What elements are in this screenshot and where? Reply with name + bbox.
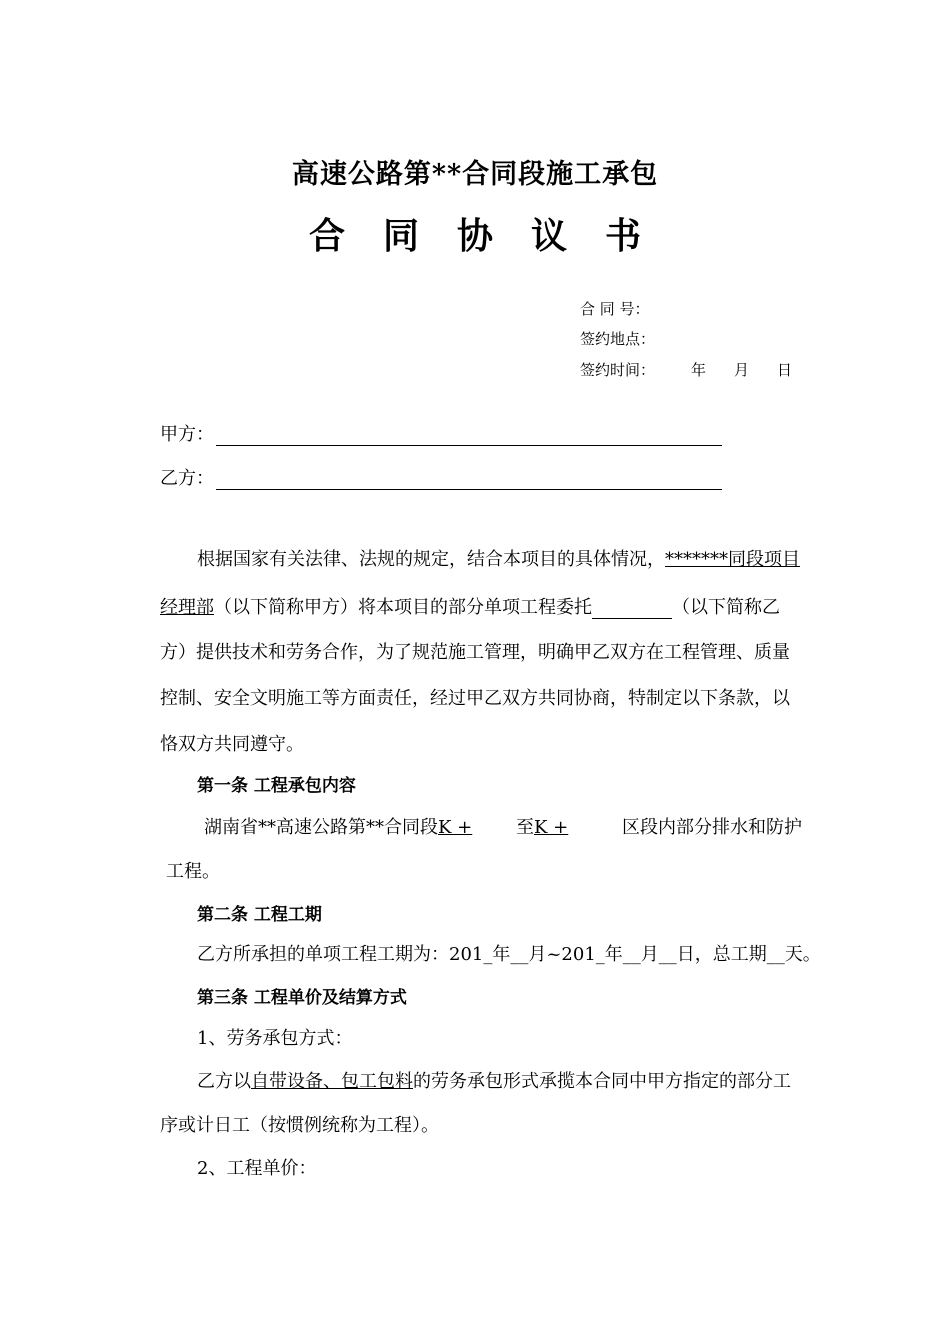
day-label: 日	[777, 361, 793, 379]
article-3-heading: 第三条 工程单价及结算方式	[197, 988, 407, 1008]
article-3-item-2: 2、工程单价：	[197, 1158, 317, 1179]
article-2-text: 乙方所承担的单项工程工期为：201_年__月~201_年__月__日，总工期__天。	[197, 944, 821, 965]
article-3-para-line-2: 序或计日工（按惯例统称为工程）。	[160, 1115, 439, 1136]
intro-line-4: 控制、安全文明施工等方面责任，经过甲乙双方共同协商，特制定以下条款，以	[160, 688, 790, 709]
article-1-heading: 第一条 工程承包内容	[197, 776, 356, 796]
party-a-label: 甲方：	[160, 424, 214, 445]
contract-number-label: 合 同 号：	[580, 300, 650, 318]
party-a-blank	[216, 425, 722, 446]
end-station-blank: K +	[534, 817, 569, 838]
document-title-line1: 高速公路第**合同段施工承包	[291, 159, 659, 190]
year-label: 年	[691, 361, 707, 379]
article-1-line-1: 湖南省**高速公路第**合同段K + 至K + 区段内部分排水和防护	[204, 817, 802, 838]
document-title-line2: 合同协议书	[308, 215, 679, 257]
contract-mode: 自带设备、包工包料	[251, 1071, 413, 1092]
intro-line-3: 方）提供技术和劳务合作，为了规范施工管理，明确甲乙双方在工程管理、质量	[160, 642, 790, 663]
party-b-blank	[216, 469, 722, 490]
party-a-row	[160, 420, 722, 446]
article-2-heading: 第二条 工程工期	[197, 905, 322, 925]
start-station-blank: K +	[438, 817, 473, 838]
article-3-para-line-1: 乙方以自带设备、包工包料的劳务承包形式承揽本合同中甲方指定的部分工	[197, 1071, 791, 1092]
party-b-row	[160, 464, 722, 490]
party-b-label: 乙方：	[160, 468, 214, 489]
intro-line-1: 根据国家有关法律、法规的规定，结合本项目的具体情况，*******同段项目	[197, 549, 800, 570]
signing-location-label: 签约地点：	[580, 330, 656, 348]
article-3-item-1: 1、劳务承包方式：	[197, 1028, 353, 1049]
article-1-line-2: 工程。	[166, 861, 220, 882]
intro-line-5: 恪双方共同遵守。	[160, 734, 304, 755]
intro-line-2: 经理部（以下简称甲方）将本项目的部分单项工程委托 （以下简称乙	[160, 597, 780, 618]
contractor-blank	[592, 598, 672, 619]
project-dept-name-cont: 经理部	[160, 597, 214, 618]
signing-time-label: 签约时间：	[580, 361, 656, 379]
signing-time-row	[580, 359, 792, 380]
project-dept-name: *******同段项目	[665, 549, 800, 570]
month-label: 月	[734, 361, 750, 379]
